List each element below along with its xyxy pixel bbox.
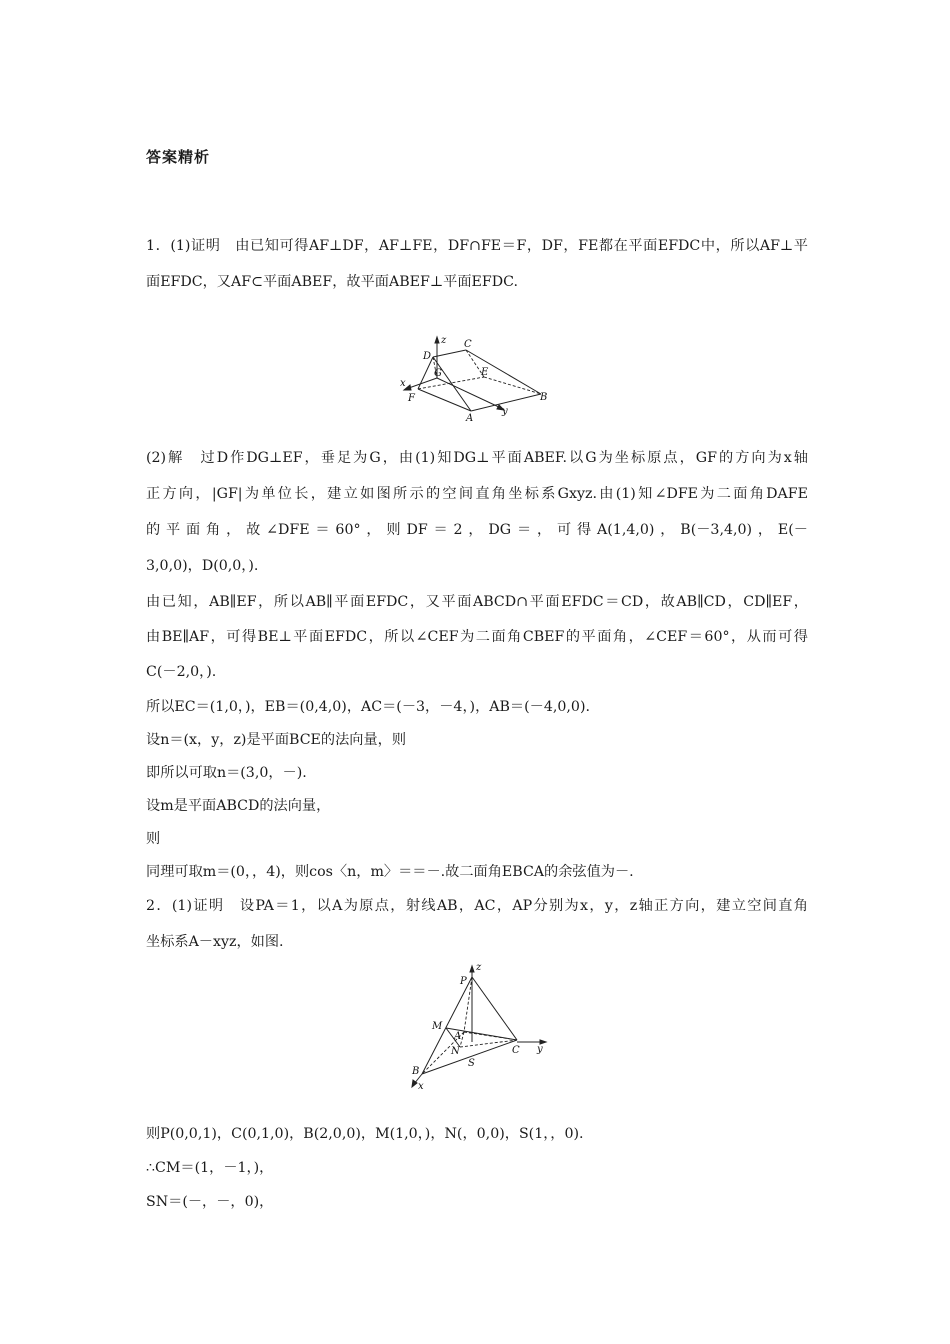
text-line: C(－2,0，). [146,664,217,680]
fig2-label: M [432,1021,443,1032]
fig2-label: A [454,1031,462,1042]
fig2-label: x [418,1081,424,1092]
fig2-label: B [412,1066,420,1077]
text-line: 正方向，|GF|为单位长，建立如图所示的空间直角坐标系Gxyz.由(1)知∠DFE为二面角DAFE [146,486,808,502]
text-line: 2．(1)证明 设PA＝1，以A为原点，射线AB，AC，AP分别为x，y，z轴正方向，建立空间直角 [146,898,808,914]
text-line: 设n＝(x，y，z)是平面BCE的法向量，则 [146,732,407,748]
text-line: 1．(1)证明 由已知可得AF⊥DF，AF⊥FE，DF∩FE＝F，DF，FE都在平面EFDC中，所以AF⊥平 [146,238,808,254]
fig1-label: C [464,339,472,350]
fig1-label: E [481,367,489,378]
figure-2-coordinate-diagram [402,962,552,1092]
text-line: ∴CM＝(1，－1，)， [146,1160,274,1176]
fig1-label: A [466,413,474,422]
fig1-label: B [540,392,548,403]
fig1-label: y [502,406,508,417]
fig2-label: C [512,1045,520,1056]
text-line: 的平面角，故∠DFE＝60°，则DF＝2，DG＝，可得A(1,4,0)，B(－3,4,0)，E(－ [146,522,808,538]
fig1-label: z [441,335,447,346]
text-line: SN＝(－，－，0)， [146,1194,274,1210]
text-line: 面EFDC，又AF⊂平面ABEF，故平面ABEF⊥平面EFDC. [146,274,518,290]
text-line: 3,0,0)，D(0,0，). [146,558,259,574]
fig2-label: S [468,1058,475,1069]
fig1-label: F [408,393,415,404]
fig2-label: N [451,1046,460,1057]
fig1-label: G [434,368,442,379]
fig1-label: D [423,351,432,362]
fig1-label: x [400,378,406,389]
figure-1-coordinate-diagram [396,334,556,422]
fig2-label: z [476,962,482,973]
text-line: 由BE∥AF，可得BE⊥平面EFDC，所以∠CEF为二面角CBEF的平面角，∠CEF＝60°，从而可得 [146,629,808,645]
text-line: 坐标系A－xyz，如图. [146,934,284,950]
section-heading: 答案精析 [146,148,211,166]
fig2-label: y [537,1044,543,1055]
text-line: 则P(0,0,1)，C(0,1,0)，B(2,0,0)，M(1,0，)，N(，0,0)，S(1，，0). [146,1126,584,1142]
text-line: (2)解 过D作DG⊥EF，垂足为G，由(1)知DG⊥平面ABEF.以G为坐标原点，GF的方向为x轴 [146,450,808,466]
text-line: 则 [146,831,161,847]
text-line: 由已知，AB∥EF，所以AB∥平面EFDC，又平面ABCD∩平面EFDC＝CD，故AB∥CD，CD∥EF， [146,594,808,610]
text-line: 所以EC＝(1,0，)，EB＝(0,4,0)，AC＝(－3，－4，)，AB＝(－4,0,0). [146,699,590,715]
text-line: 即所以可取n＝(3,0，－). [146,765,307,781]
text-line: 设m是平面ABCD的法向量， [146,798,331,814]
fig2-label: P [460,976,467,987]
text-line: 同理可取m＝(0，，4)，则cos〈n，m〉＝＝－.故二面角EBCA的余弦值为－. [146,864,634,880]
